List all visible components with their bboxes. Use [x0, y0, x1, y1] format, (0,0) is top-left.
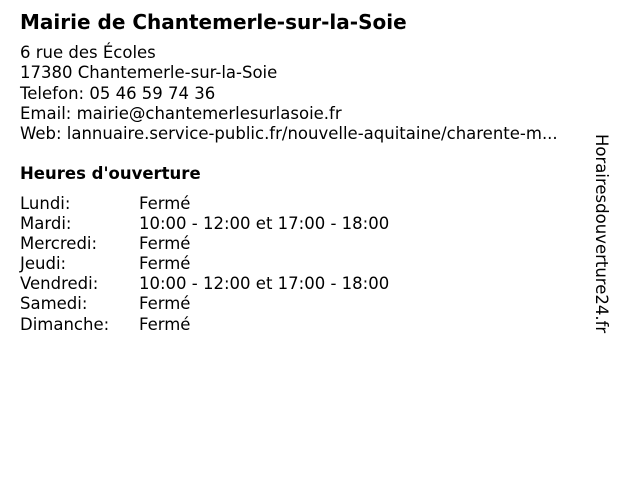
- day-hours: Fermé: [139, 294, 191, 314]
- hours-row-mercredi: [20, 234, 389, 254]
- day-hours: 10:00 - 12:00 et 17:00 - 18:00: [139, 214, 390, 234]
- street-line: 6 rue des Écoles: [20, 43, 156, 62]
- hours-row-lundi: [20, 194, 389, 214]
- hours-row-dimanche: [20, 315, 389, 335]
- day-label: Vendredi:: [20, 274, 99, 294]
- day-hours: Fermé: [139, 254, 191, 274]
- hours-row-vendredi: [20, 274, 389, 294]
- day-hours: Fermé: [139, 314, 191, 334]
- hours-row-samedi: [20, 294, 389, 314]
- address-block: [20, 43, 558, 144]
- email-label: Email:: [20, 103, 77, 123]
- hours-table: [20, 194, 389, 335]
- site-watermark: Horairesdouverture24.fr: [592, 134, 611, 334]
- email-line: [20, 104, 558, 124]
- web-label: Web:: [20, 124, 67, 144]
- page-title: Mairie de Chantemerle-sur-la-Soie: [20, 10, 407, 34]
- hours-row-mardi: [20, 214, 389, 234]
- day-label: Mardi:: [20, 214, 72, 234]
- web-line: [20, 124, 558, 144]
- day-hours: 10:00 - 12:00 et 17:00 - 18:00: [139, 274, 390, 294]
- day-label: Samedi:: [20, 294, 88, 314]
- day-hours: Fermé: [139, 234, 191, 254]
- day-hours: Fermé: [139, 194, 191, 213]
- day-label: Lundi:: [20, 194, 71, 213]
- day-label: Mercredi:: [20, 234, 98, 254]
- day-label: Jeudi:: [20, 254, 67, 274]
- web-link[interactable]: lannuaire.service-public.fr/nouvelle-aquitaine/charente-m...: [66, 124, 558, 144]
- phone-line: Telefon: 05 46 59 74 36: [20, 83, 216, 103]
- email-link[interactable]: mairie@chantemerlesurlasoie.fr: [76, 103, 342, 123]
- hours-row-jeudi: [20, 254, 389, 274]
- city-line: 17380 Chantemerle-sur-la-Soie: [20, 63, 278, 83]
- day-label: Dimanche:: [20, 314, 110, 334]
- hours-heading: Heures d'ouverture: [20, 164, 201, 183]
